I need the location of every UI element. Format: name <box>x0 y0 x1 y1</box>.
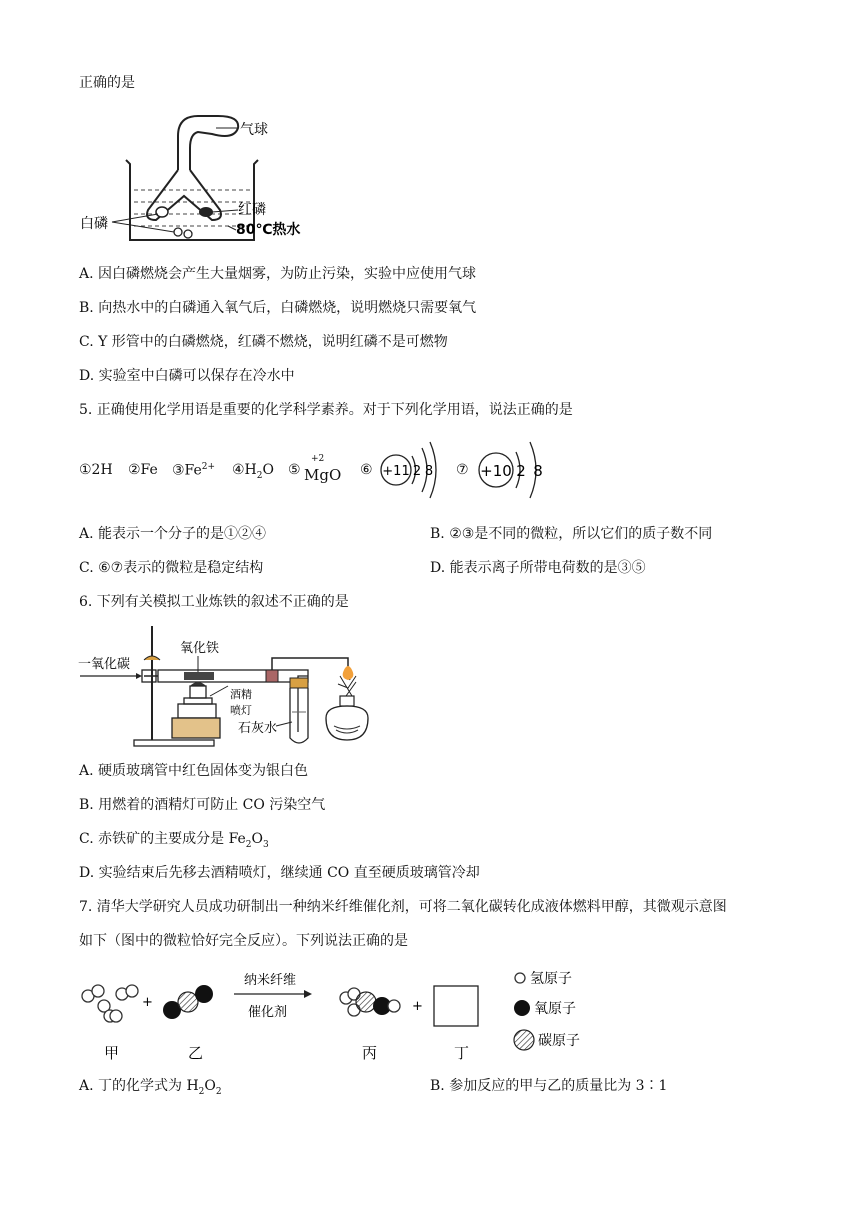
legend-hydrogen-icon <box>515 973 525 983</box>
sodium-atom-diagram <box>378 438 440 502</box>
white-phosphorus-in-tube <box>156 207 168 217</box>
q6-option-c-mid: O <box>251 831 264 847</box>
q6-option-c-sub2: 3 <box>263 839 269 850</box>
q4-option-b: B. 向热水中的白磷通入氧气后，白磷燃烧，说明燃烧只需要氧气 <box>79 300 477 316</box>
iron-oxide-label: 氧化铁 <box>180 641 220 656</box>
q7-option-a-mid: O <box>204 1078 216 1094</box>
hot-water-label: 80℃热水 <box>236 222 301 238</box>
lamp-label-2: 喷灯 <box>230 704 252 717</box>
label-bing: 丙 <box>362 1044 378 1062</box>
q6-option-c-pre: C. 赤铁矿的主要成分是 Fe <box>79 831 246 847</box>
q5-option-b: B. ②③是不同的微粒，所以它们的质子数不同 <box>430 526 713 542</box>
legend-hydrogen: 氢原子 <box>530 971 572 987</box>
catalyst-label-1: 纳米纤维 <box>244 973 297 988</box>
q4-beaker-figure <box>78 108 338 248</box>
limewater-label: 石灰水 <box>238 721 278 736</box>
lamp-label-1: 酒精 <box>230 688 252 701</box>
q5-item-1: ①2H <box>79 462 113 478</box>
white-phosphorus-label: 白磷 <box>80 216 108 232</box>
legend-carbon-icon <box>514 1030 534 1050</box>
q6-option-c <box>79 831 269 851</box>
red-phosphorus-label: 红磷 <box>238 202 266 218</box>
q5-item-3-text: ③Fe <box>172 462 202 479</box>
q5-item-5: ⑤ <box>288 462 301 478</box>
white-phosphorus-water-1 <box>174 228 182 236</box>
neon-shell-2: 8 <box>533 462 543 480</box>
plus-sign-1: + <box>142 995 153 1010</box>
q5-item-4-pre: ④H <box>232 462 257 478</box>
q6-iron-smelting-figure <box>76 622 398 752</box>
plus-sign-2: + <box>412 999 423 1014</box>
q4-option-d: D. 实验室中白磷可以保存在冷水中 <box>79 368 295 384</box>
reactant-yi-molecule <box>163 985 213 1019</box>
legend-carbon: 碳原子 <box>538 1033 580 1049</box>
legend-oxygen: 氧原子 <box>534 1001 576 1017</box>
q5-item-4-sub: 2 <box>256 470 263 481</box>
label-yi: 乙 <box>188 1044 204 1062</box>
q7-option-a-sub1: 2 <box>198 1086 205 1097</box>
q5-stem: 5. 正确使用化学用语是重要的化学科学素养。对于下列化学用语，说法正确的是 <box>79 402 573 418</box>
sodium-shell-2: 8 <box>424 464 434 479</box>
label-ding: 丁 <box>454 1044 470 1062</box>
intro-text: 正确的是 <box>79 75 135 91</box>
neon-shell-1: 2 <box>516 462 526 480</box>
q7-option-a <box>79 1078 222 1098</box>
legend-oxygen-icon <box>514 1000 530 1016</box>
q7-stem-line1: 7. 清华大学研究人员成功研制出一种纳米纤维催化剂，可将二氧化碳转化成液体燃料甲醇，其微观示意图 <box>79 899 727 915</box>
q7-reaction-figure <box>78 964 598 1068</box>
sodium-shell-1: 2 <box>412 464 422 479</box>
q7-stem-line2: 如下（图中的微粒恰好完全反应）。下列说法正确的是 <box>79 933 408 949</box>
q5-item-4 <box>232 462 274 482</box>
q5-item-2: ②Fe <box>128 462 158 478</box>
q5-item-4-post: O <box>262 462 274 478</box>
q6-option-d: D. 实验结束后先移去酒精喷灯，继续通 CO 直至硬质玻璃管冷却 <box>79 865 480 881</box>
q6-option-a: A. 硬质玻璃管中红色固体变为银白色 <box>79 763 309 779</box>
balloon-label: 气球 <box>240 122 268 138</box>
q7-option-b: B. 参加反应的甲与乙的质量比为 3∶1 <box>430 1078 668 1094</box>
q7-option-a-pre: A. 丁的化学式为 H <box>79 1078 199 1094</box>
neon-atom-diagram <box>476 436 550 504</box>
q4-option-a: A. 因白磷燃烧会产生大量烟雾，为防止污染，实验中应使用气球 <box>79 266 477 282</box>
product-bing-molecule <box>340 988 400 1016</box>
balloon-tube <box>178 116 238 170</box>
q5-option-a: A. 能表示一个分子的是①②④ <box>79 526 267 542</box>
q5-item-5-charge: +2 <box>311 454 325 464</box>
q5-item-6: ⑥ <box>360 462 373 478</box>
q5-option-c: C. ⑥⑦表示的微粒是稳定结构 <box>79 560 264 576</box>
catalyst-label-2: 催化剂 <box>248 1005 288 1020</box>
q6-option-b: B. 用燃着的酒精灯可防止 CO 污染空气 <box>79 797 326 813</box>
red-phosphorus <box>199 207 213 217</box>
q5-item-3-charge: 2+ <box>201 462 216 472</box>
product-ding-box <box>434 986 478 1026</box>
neon-nucleus: +10 <box>480 462 512 480</box>
q4-option-c: C. Y 形管中的白磷燃烧，红磷不燃烧，说明红磷不是可燃物 <box>79 334 448 350</box>
reactant-jia-molecules <box>82 985 138 1022</box>
q6-stem: 6. 下列有关模拟工业炼铁的叙述不正确的是 <box>79 594 349 610</box>
co-label: 一氧化碳 <box>78 657 131 672</box>
q7-option-a-sub2: 2 <box>215 1086 222 1097</box>
q6-option-c-sub1: 2 <box>245 839 252 850</box>
sodium-nucleus: +11 <box>382 464 410 479</box>
q5-item-3 <box>172 462 215 479</box>
q5-item-5-formula: MgO <box>304 466 342 484</box>
q5-option-d: D. 能表示离子所带电荷数的是③⑤ <box>430 560 646 576</box>
white-phosphorus-water-2 <box>184 230 192 238</box>
q5-item-7: ⑦ <box>456 462 469 478</box>
label-jia: 甲 <box>104 1044 120 1062</box>
